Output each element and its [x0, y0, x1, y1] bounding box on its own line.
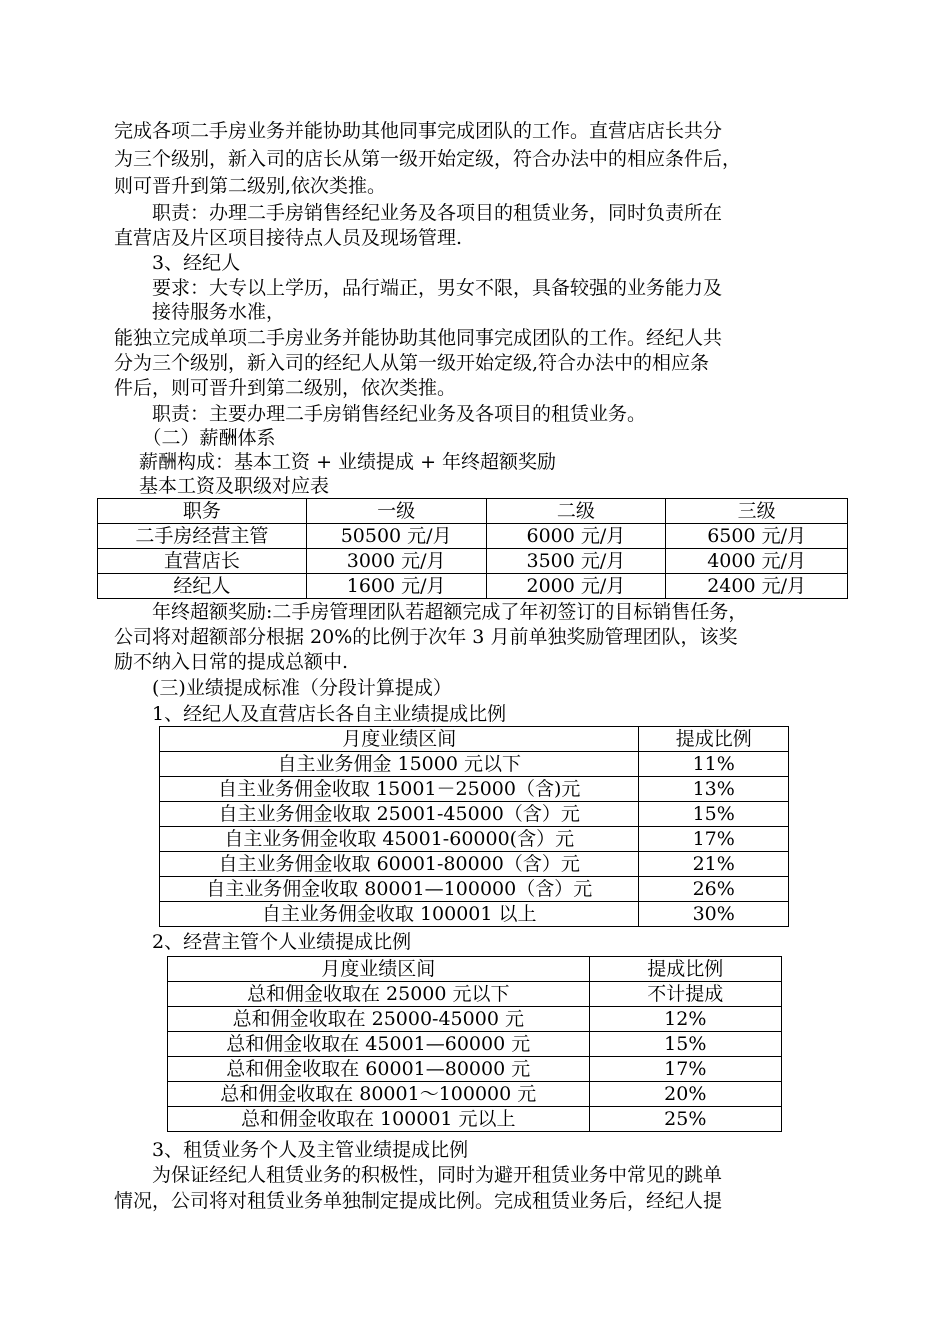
table-header-cell: 职务	[98, 499, 307, 524]
manager-commission-table	[167, 956, 782, 1132]
table-cell: 20%	[589, 1082, 781, 1107]
text-line: 职责：主要办理二手房销售经纪业务及各项目的租赁业务。	[114, 403, 647, 425]
table-cell: 30%	[639, 902, 789, 927]
table-cell: 自主业务佣金收取 15001－25000（含)元	[160, 777, 639, 802]
salary-table	[97, 498, 848, 599]
section-heading: 3、经纪人	[114, 252, 241, 274]
table-header-cell: 三级	[666, 499, 848, 524]
table-cell: 17%	[589, 1057, 781, 1082]
table-cell: 自主业务佣金收取 100001 以上	[160, 902, 639, 927]
table-cell: 总和佣金收取在 25000-45000 元	[168, 1007, 590, 1032]
table-row	[160, 877, 789, 902]
text-line: 则可晋升到第二级别,依次类推。	[114, 175, 387, 197]
section-heading: 2、经营主管个人业绩提成比例	[114, 931, 412, 953]
table-header-cell: 一级	[306, 499, 486, 524]
table-cell: 自主业务佣金收取 45001-60000(含）元	[160, 827, 639, 852]
table-row	[160, 777, 789, 802]
table-row	[160, 752, 789, 777]
table-row	[168, 1082, 782, 1107]
table-row	[168, 982, 782, 1007]
table-cell: 6500 元/月	[666, 524, 848, 549]
table-row	[98, 549, 848, 574]
table-cell: 17%	[639, 827, 789, 852]
text-line: 薪酬构成：基本工资 + 业绩提成 + 年终超额奖励	[114, 451, 557, 473]
table-header-row	[160, 727, 789, 752]
table-cell: 21%	[639, 852, 789, 877]
text-line: 公司将对超额部分根据 20%的比例于次年 3 月前单独奖励管理团队，该奖	[114, 626, 738, 648]
table-row	[160, 802, 789, 827]
table-cell: 自主业务佣金 15000 元以下	[160, 752, 639, 777]
table-row	[160, 827, 789, 852]
agent-commission-table	[159, 726, 789, 927]
table-cell: 总和佣金收取在 60001—80000 元	[168, 1057, 590, 1082]
table-cell: 26%	[639, 877, 789, 902]
table-row	[168, 1107, 782, 1132]
table-cell: 总和佣金收取在 80001～100000 元	[168, 1082, 590, 1107]
table-cell: 15%	[639, 802, 789, 827]
text-line: 能独立完成单项二手房业务并能协助其他同事完成团队的工作。经纪人共	[114, 327, 723, 349]
table-cell: 二手房经营主管	[98, 524, 307, 549]
table-row	[98, 574, 848, 599]
table-cell: 2000 元/月	[486, 574, 666, 599]
table-cell: 6000 元/月	[486, 524, 666, 549]
table-header-cell: 月度业绩区间	[160, 727, 639, 752]
table-cell: 总和佣金收取在 45001—60000 元	[168, 1032, 590, 1057]
text-line: 职责：办理二手房销售经纪业务及各项目的租赁业务，同时负责所在	[114, 202, 723, 224]
text-line: 为保证经纪人租赁业务的积极性，同时为避开租赁业务中常见的跳单	[114, 1164, 723, 1186]
text-line: 励不纳入日常的提成总额中.	[114, 651, 349, 673]
table-header-cell: 月度业绩区间	[168, 957, 590, 982]
table-cell: 总和佣金收取在 25000 元以下	[168, 982, 590, 1007]
text-line: 分为三个级别，新入司的经纪人从第一级开始定级,符合办法中的相应条	[114, 352, 710, 374]
text-line: 直营店及片区项目接待点人员及现场管理.	[114, 227, 463, 249]
table-cell: 11%	[639, 752, 789, 777]
text-line: 接待服务水准，	[114, 301, 286, 323]
section-heading: 3、租赁业务个人及主管业绩提成比例	[114, 1139, 469, 1161]
table-cell: 总和佣金收取在 100001 元以上	[168, 1107, 590, 1132]
text-line: 为三个级别，新入司的店长从第一级开始定级，符合办法中的相应条件后，	[114, 148, 742, 170]
table-row	[160, 902, 789, 927]
table-cell: 1600 元/月	[306, 574, 486, 599]
text-line: 年终超额奖励:二手房管理团队若超额完成了年初签订的目标销售任务，	[114, 601, 748, 623]
text-line: 件后，则可晋升到第二级别，依次类推。	[114, 377, 457, 399]
section-heading: (三)业绩提成标准（分段计算提成）	[114, 677, 452, 699]
text-line: 情况，公司将对租赁业务单独制定提成比例。完成租赁业务后，经纪人提	[114, 1190, 723, 1212]
table-row	[160, 852, 789, 877]
table-cell: 50500 元/月	[306, 524, 486, 549]
table-row	[168, 1032, 782, 1057]
table-cell: 自主业务佣金收取 25001-45000（含）元	[160, 802, 639, 827]
table-cell: 自主业务佣金收取 80001—100000（含）元	[160, 877, 639, 902]
table-caption: 基本工资及职级对应表	[114, 475, 330, 497]
table-cell: 12%	[589, 1007, 781, 1032]
section-heading: （二）薪酬体系	[114, 427, 276, 449]
table-header-cell: 提成比例	[589, 957, 781, 982]
table-header-row	[168, 957, 782, 982]
table-cell: 15%	[589, 1032, 781, 1057]
table-cell: 3000 元/月	[306, 549, 486, 574]
table-header-cell: 提成比例	[639, 727, 789, 752]
table-header-row	[98, 499, 848, 524]
table-cell: 自主业务佣金收取 60001-80000（含）元	[160, 852, 639, 877]
table-cell: 2400 元/月	[666, 574, 848, 599]
text-line: 要求：大专以上学历，品行端正，男女不限，具备较强的业务能力及	[114, 277, 723, 299]
table-cell: 13%	[639, 777, 789, 802]
table-cell: 25%	[589, 1107, 781, 1132]
section-heading: 1、经纪人及直营店长各自主业绩提成比例	[114, 703, 507, 725]
table-row	[168, 1007, 782, 1032]
table-header-cell: 二级	[486, 499, 666, 524]
table-row	[98, 524, 848, 549]
table-cell: 不计提成	[589, 982, 781, 1007]
table-cell: 3500 元/月	[486, 549, 666, 574]
table-cell: 经纪人	[98, 574, 307, 599]
table-cell: 4000 元/月	[666, 549, 848, 574]
text-line: 完成各项二手房业务并能协助其他同事完成团队的工作。直营店店长共分	[114, 120, 723, 142]
table-row	[168, 1057, 782, 1082]
table-cell: 直营店长	[98, 549, 307, 574]
